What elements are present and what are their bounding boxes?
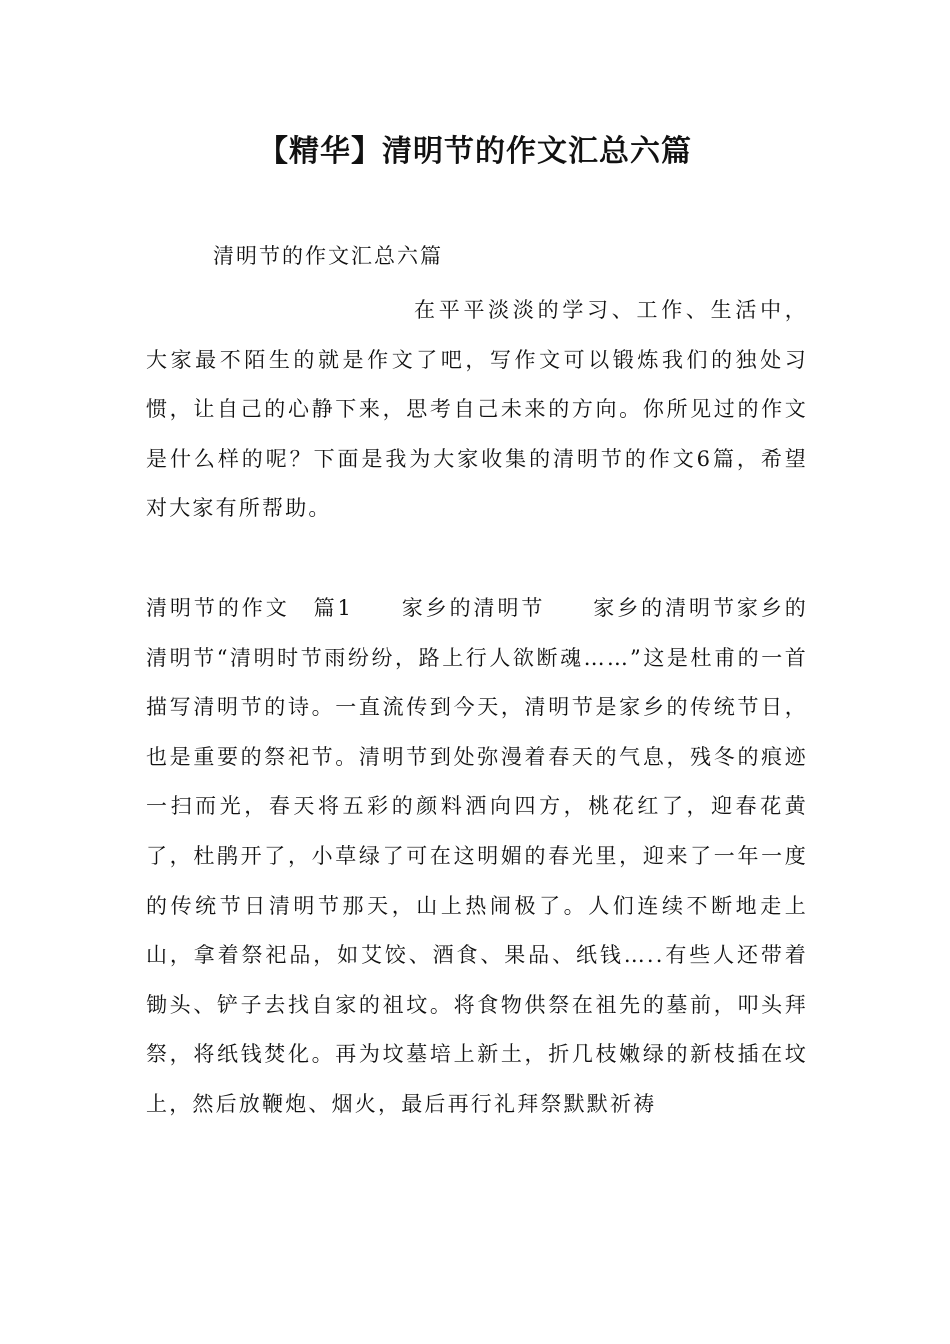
document-subtitle: 清明节的作文汇总六篇 <box>213 244 443 268</box>
document-title: 【精华】清明节的作文汇总六篇 <box>258 134 692 169</box>
essay-1-paragraph: 清明节的作文 篇1 家乡的清明节 家乡的清明节家乡的清明节“清明时节雨纷纷，路上行人欲断魂……”这是杜甫的一首描写清明节的诗。一直流传到今天，清明节是家乡的传统节日，也是重要的祭祀节。清明节到处弥漫着春天的气息，残冬的痕迹一扫而光，春天将五彩的颜料洒向四方，桃花红了，迎春花黄了，杜鹃开了，小草绿了可在这明媚的春光里，迎来了一年一度的传统节日清明节那天，山上热闹极了。人们连续不断地走上山，拿着祭祀品，如艾饺、酒食、果品、纸钱…..有些人还带着锄头、铲子去找自家的祖坟。将食物供祭在祖先的墓前，叩头拜祭，将纸钱焚化。再为坟墓培上新土，折几枝嫩绿的新枝插在坟上，然后放鞭炮、烟火，最后再行礼拜祭默默祈祷 <box>146 596 808 1116</box>
intro-paragraph: 在平平淡淡的学习、工作、生活中，大家最不陌生的就是作文了吧，写作文可以锻炼我们的独处习惯，让自己的心静下来，思考自己未来的方向。你所见过的作文是什么样的呢？下面是我为大家收集的清明节的作文6篇，希望对大家有所帮助。 <box>146 298 808 521</box>
